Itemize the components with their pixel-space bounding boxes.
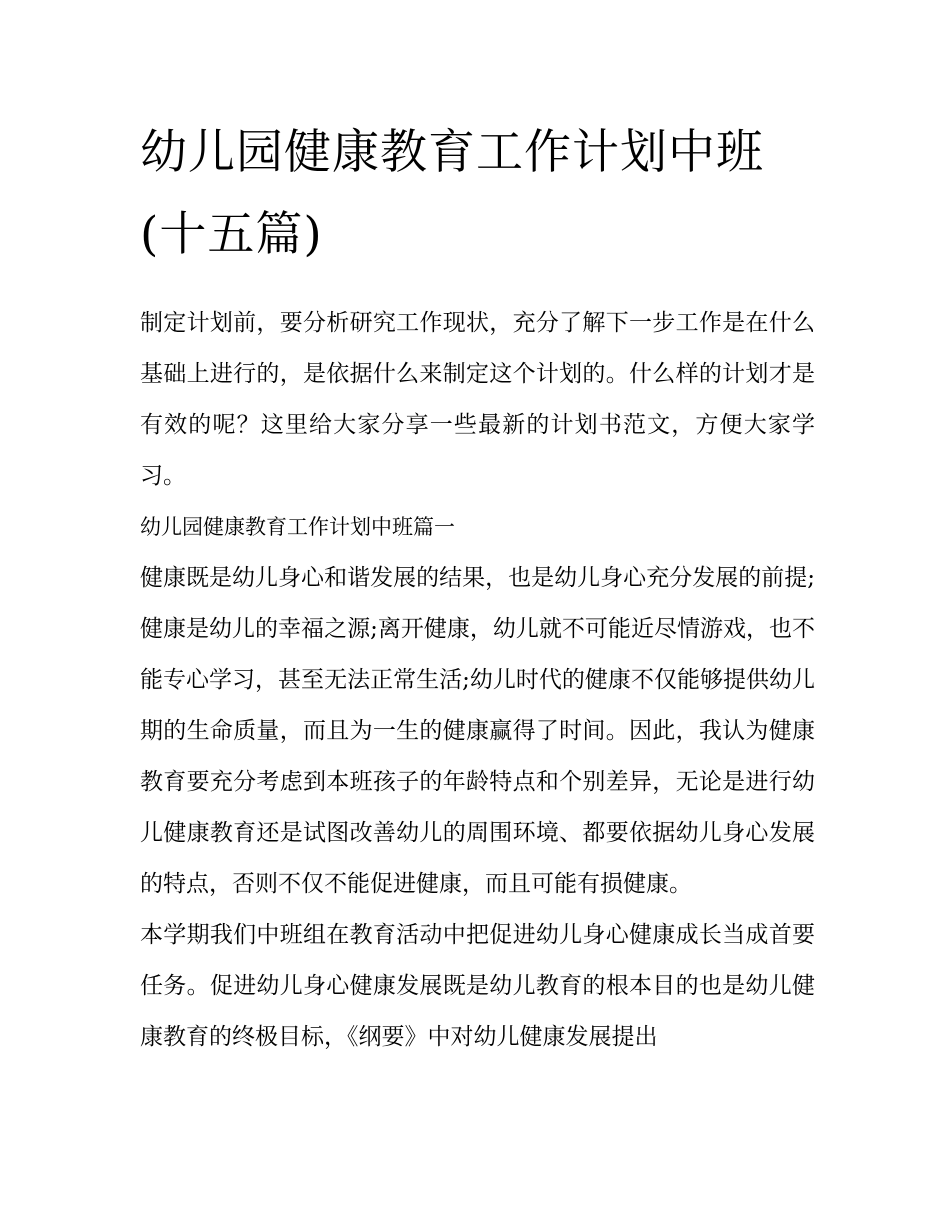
document-page xyxy=(140,112,815,1063)
body-paragraph-2: 本学期我们中班组在教育活动中把促进幼儿身心健康成长当成首要任务。促进幼儿身心健康发展既是幼儿教育的根本目的也是幼儿健康教育的终极目标，《纲要》中对幼儿健康发展提出 xyxy=(140,922,815,1050)
section-heading: 幼儿园健康教育工作计划中班篇一 xyxy=(140,515,455,539)
intro-paragraph: 制定计划前，要分析研究工作现状，充分了解下一步工作是在什么基础上进行的，是依据什么来制定这个计划的。什么样的计划才是有效的呢？这里给大家分享一些最新的计划书范文，方便大家学习。 xyxy=(140,310,815,489)
document-title: 幼儿园健康教育工作计划中班(十五篇) xyxy=(140,125,764,262)
body-paragraph-1: 健康既是幼儿身心和谐发展的结果，也是幼儿身心充分发展的前提;健康是幼儿的幸福之源;离开健康，幼儿就不可能近尽情游戏，也不能专心学习，甚至无法正常生活;幼儿时代的健康不仅能够提供幼儿期的生命质量，而且为一生的健康赢得了时间。因此，我认为健康教育要充分考虑到本班孩子的年龄特点和个别差异，无论是进行幼儿健康教育还是试图改善幼儿的周围环境、都要依据幼儿身心发展的特点，否则不仅不能促进健康，而且可能有损健康。 xyxy=(140,565,815,897)
